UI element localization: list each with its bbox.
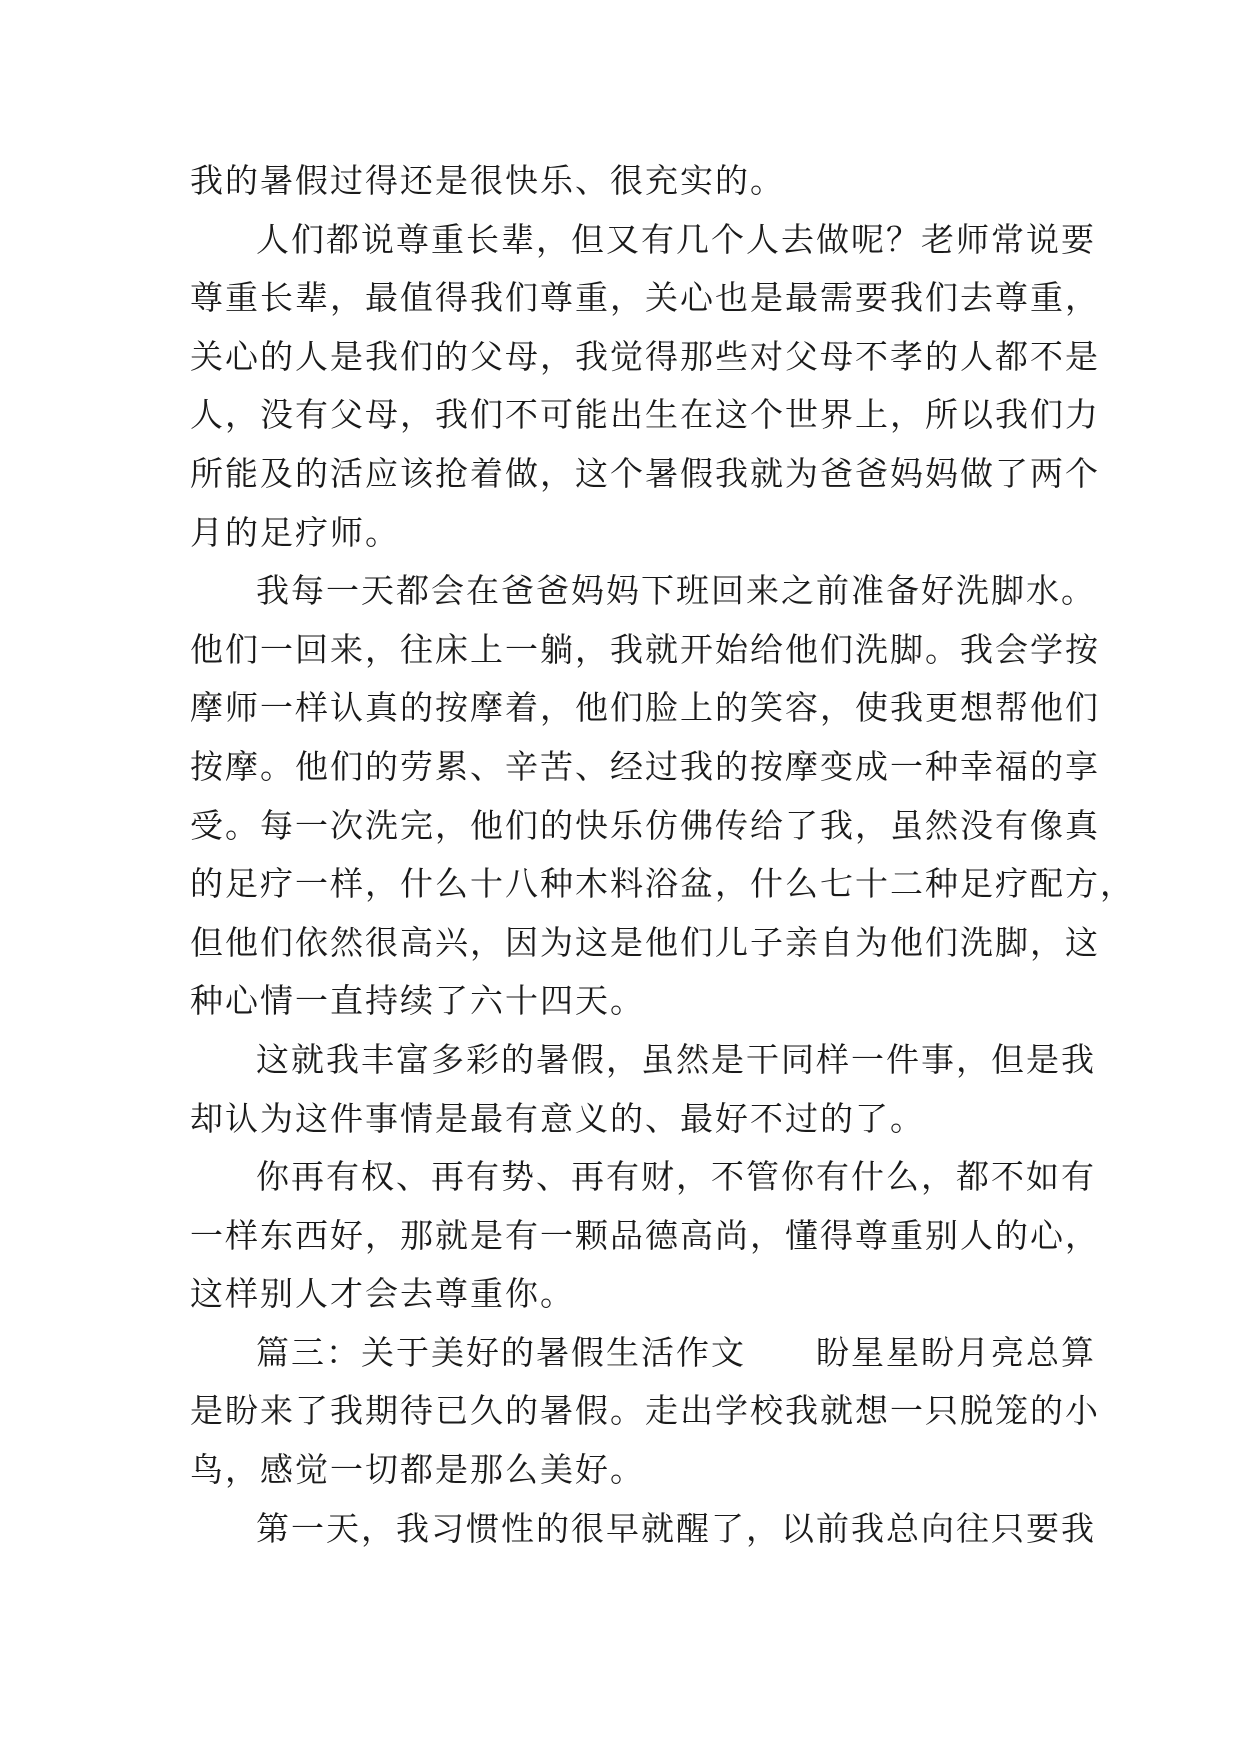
text-line: 我每一天都会在爸爸妈妈下班回来之前准备好洗脚水。	[256, 571, 1096, 611]
text-line: 一样东西好，那就是有一颗品德高尚，懂得尊重别人的心，	[190, 1215, 1100, 1255]
text-line: 他们一回来，往床上一躺，我就开始给他们洗脚。我会学按	[190, 629, 1100, 669]
text-line: 这就我丰富多彩的暑假，虽然是干同样一件事，但是我	[256, 1039, 1096, 1079]
text-line: 第一天，我习惯性的很早就醒了，以前我总向往只要我	[256, 1508, 1096, 1548]
text-line: 这样别人才会去尊重你。	[190, 1274, 575, 1314]
text-line: 关心的人是我们的父母，我觉得那些对父母不孝的人都不是	[190, 336, 1100, 376]
text-line: 是盼来了我期待已久的暑假。走出学校我就想一只脱笼的小	[190, 1391, 1100, 1431]
text-line: 摩师一样认真的按摩着，他们脸上的笑容，使我更想帮他们	[190, 688, 1100, 728]
text-line: 按摩。他们的劳累、辛苦、经过我的按摩变成一种幸福的享	[190, 746, 1100, 786]
text-line: 种心情一直持续了六十四天。	[190, 981, 645, 1021]
text-line: 受。每一次洗完，他们的快乐仿佛传给了我，虽然没有像真	[190, 805, 1100, 845]
text-line: 尊重长辈，最值得我们尊重，关心也是最需要我们去尊重，	[190, 278, 1100, 318]
text-line: 的足疗一样，什么十八种木料浴盆，什么七十二种足疗配方，	[190, 864, 1135, 904]
text-line: 但他们依然很高兴，因为这是他们儿子亲自为他们洗脚，这	[190, 922, 1100, 962]
document-body	[190, 152, 1135, 1558]
text-line: 篇三：关于美好的暑假生活作文 盼星星盼月亮总算	[256, 1332, 1096, 1372]
text-line: 我的暑假过得还是很快乐、很充实的。	[190, 161, 785, 200]
text-line: 却认为这件事情是最有意义的、最好不过的了。	[190, 1098, 925, 1138]
text-line: 人们都说尊重长辈，但又有几个人去做呢？老师常说要	[256, 219, 1096, 259]
text-line: 你再有权、再有势、再有财，不管你有什么，都不如有	[256, 1157, 1096, 1197]
text-line: 人，没有父母，我们不可能出生在这个世界上，所以我们力	[190, 395, 1100, 435]
text-line: 鸟，感觉一切都是那么美好。	[190, 1450, 645, 1490]
text-line: 月的足疗师。	[190, 512, 400, 552]
text-line: 所能及的活应该抢着做，这个暑假我就为爸爸妈妈做了两个	[190, 453, 1100, 493]
